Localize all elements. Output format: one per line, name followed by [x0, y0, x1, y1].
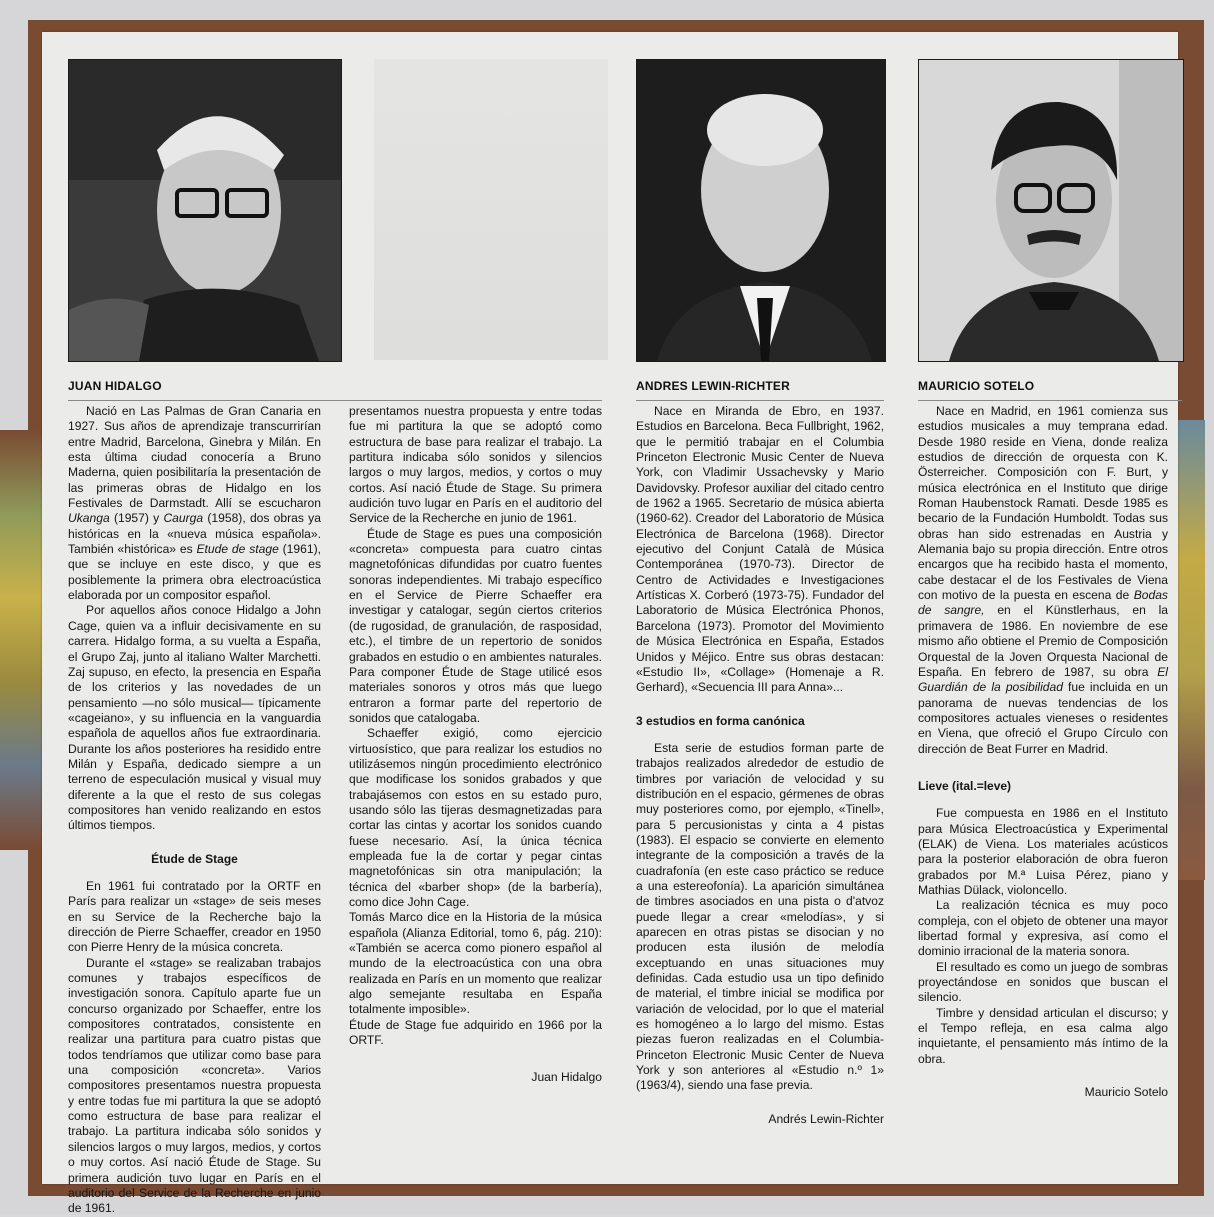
signature-hidalgo: Juan Hidalgo	[531, 1070, 602, 1085]
header-rule-right	[918, 400, 1182, 401]
cover-art-edge-left	[0, 430, 42, 850]
hidalgo-notes-paragraph: Tomás Marco dice en la Historia de la música española (Alianza Editorial, tomo 6, pág. 210): «También se acerca como pionero español al mundo de la electroacústica con una obra realizada en París en un momento que realizar algo semejante resultaba en España totalmente imposible».	[349, 910, 602, 1017]
sotelo-notes-paragraph: El resultado es como un juego de sombras proyectándose en sonidos que buscan el silencio.	[918, 959, 1168, 1005]
hidalgo-notes-paragraph-cont: presentamos nuestra propuesta y entre todas fue mi partitura la que se adoptó como estructura de base para realizar el trabajo. La partitura indicaba sólo sonidos y silencios largos o muy largos, medios, y cortos o muy cortos. Así nació Étude de Stage. Su primera audición tuvo lugar en París en el auditorio del Service de la Recherche en junio de 1961.	[349, 404, 602, 526]
composer-name-lewin-richter: ANDRES LEWIN-RICHTER	[636, 379, 790, 393]
header-rule-mid	[636, 400, 884, 401]
sotelo-notes-paragraph: La realización técnica es muy poco compleja, con el objeto de obtener una mayor libertad formal y expresiva, así como el dominio irracional de la materia sonora.	[918, 898, 1168, 959]
text-column-4	[918, 404, 1168, 1100]
hidalgo-notes-paragraph: En 1961 fui contratado por la ORTF en París para realizar un «stage» de seis meses en su Service de la Recherche bajo la dirección de Pierre Schaeffer, creador en 1950 con Pierre Henry de la música concreta.	[68, 878, 321, 955]
text-column-3	[636, 404, 884, 1127]
lewin-bio-paragraph: Nace en Miranda de Ebro, en 1937. Estudios en Barcelona. Beca Fullbright, 1962, que le permitió trabajar en el Columbia Princeton Electronic Music Center de Nueva York, con Vladimir Ussachevsky y Mario Davidovsky. Profesor auxiliar del citado centro de 1962 a 1965. Secretario de música abierta (1960-62). Creador del Laboratorio de Música Electrónica de Barcelona (1968). Director ejecutivo del Conjunt Català de Música Contemporánea (1970-73). Director de Centro de Actividades e Investigaciones Artísticas X. Corberó (1973-75). Fundador del Laboratorio de Música Electrónica Phonos, Barcelona (1973). Promotor del Movimiento de Música Electrónica en España, Estados Unidos y Méjico. Entre sus obras destacan: «Estudio II», «Collage» (Homenaje a R. Gerhard), «Secuencia III para Anna»...	[636, 404, 884, 695]
text-column-2	[349, 404, 602, 1086]
portrait-photo-lewin-richter	[636, 59, 886, 362]
header-rule-left	[68, 400, 602, 401]
sotelo-bio-paragraph: Nace en Madrid, en 1961 comienza sus estudios musicales a muy temprana edad. Desde 1980 reside en Viena, donde realiza estudios de dirección de orquesta con K. Österreicher. Composición con F. Burt, y música electrónica en el Instituto que dirige Roman Haubenstock Ramati. Desde 1985 es becario de la Fundación Humboldt. Todas sus obras han sido estrenadas en Austria y Alemania bajo su propia dirección. Entre otros encargos que ha recibido hasta el momento, cabe destacar el de los Festivales de Viena con motivo de la puesta en escena de Bodas de sangre, en el Künstlerhaus, en la primavera de 1986. En noviembre de ese mismo año obtiene el Premio de Composición Orquestal de la Joven Orquesta Nacional de España. En febrero de 1987, su obra El Guardián de la posibilidad fue incluida en un panorama de nuevas tendencias de los compositores actuales vieneses o residentes en Viena, que ofreció el Grupo Círculo con dirección de Beat Furrer en Madrid.	[918, 404, 1168, 756]
hidalgo-bio-paragraph: Por aquellos años conoce Hidalgo a John Cage, quien va a influir decisivamente en su carrera. Hidalgo forma, a su vuelta a España, el Grupo Zaj, junto al italiano Walter Marchetti. Zaj supuso, en efecto, la presencia en España de los criterios y las novedades de un pensamiento —no sólo musical— típicamente «cageiano», y su influencia en la vanguardia española de aquellos años fue extraordinaria. Durante los años posteriores ha residido entre Milán y España, dedicado siempre a un terreno de especulación musical y visual muy diferente a la que el resto de sus colegas compositores han venido realizando en estos últimos tiempos.	[68, 603, 321, 833]
liner-notes-page	[42, 32, 1178, 1216]
portrait-photo-sotelo	[918, 59, 1184, 362]
composer-name-sotelo: MAURICIO SOTELO	[918, 379, 1035, 393]
text-column-1	[68, 404, 321, 1216]
show-through-faint-photo	[374, 59, 608, 360]
composer-name-hidalgo: JUAN HIDALGO	[68, 379, 162, 393]
work-title-estudios: 3 estudios en forma canónica	[636, 713, 805, 728]
work-title-etude: Étude de Stage	[151, 851, 238, 866]
sotelo-notes-paragraph: Fue compuesta en 1986 en el Instituto para Música Electroacústica y Experimental (ELAK) de Viena. Los materiales acústicos para la posterior elaboración de obra fueron grabados por M.ª Luisa Pérez, piano y Mathias Dülack, violoncello.	[918, 806, 1168, 897]
hidalgo-notes-paragraph: Étude de Stage es pues una composición «concreta» compuesta para cuatro cintas magnetofónicas difundidas por cuatro fuentes sonoras independientes. Mi trabajo específico en el Service de Pierre Schaeffer era investigar y catalogar, según ciertos criterios (de rugosidad, de granulación, de rasposidad, etc.), el timbre de un repertorio de sonidos grabados en estudio o en ambientes naturales. Para componer Étude de Stage utilicé esos materiales sonoros y otros más que luego entraron a formar parte del repertorio de sonidos que catalogaba.	[349, 526, 602, 725]
portrait-photo-hidalgo	[68, 59, 342, 362]
hidalgo-notes-paragraph: Étude de Stage fue adquirido en 1966 por la ORTF.	[349, 1017, 602, 1048]
hidalgo-bio-paragraph: Nació en Las Palmas de Gran Canaria en 1927. Sus años de aprendizaje transcurrirían entre Madrid, Barcelona, Ginebra y Milán. En esta última ciudad conocería a Bruno Maderna, quien posibilitaría la presentación de las primeras obras de Hidalgo en los Festivales de Darmstadt. Allí se escucharon Ukanga (1957) y Caurga (1958), dos obras ya históricas en la «nueva música española». También «histórica» es Etude de stage (1961), que se incluye en este disco, y que es posiblemente la primera obra electroacústica elaborada por un compositor español.	[68, 404, 321, 603]
signature-sotelo: Mauricio Sotelo	[1084, 1085, 1168, 1100]
work-title-lieve: Lieve (ital.=leve)	[918, 778, 1012, 793]
lewin-notes-paragraph: Esta serie de estudios forman parte de trabajos realizados alrededor de estudio de timbres por variación de velocidad y su distribución en el espacio, gérmenes de obras muy posteriores como, por ejemplo, «Tinell», para 5 percusionistas y cinta a 4 pistas (1983). El espacio se convierte en elemento integrante de la composición a través de la cuadrafonía (en este caso práctico se reduce a una estereofonía). La aparición simultánea de timbres asociados en una pista o d'atvoz puede llegar a crear «melodías», y si aparecen en otras pistas se disocian y no producen esta ilusión de melodía exceptuando en unas situaciones muy definidas. Cada estudio usa un tipo definido de material, el timbre inicial se modifica por variación de velocidad, por lo que el material es homogéneo a lo largo del mismo. Estas piezas fueron realizadas en el Columbia-Princeton Electronic Music Center de Nueva York y son anteriores al «Estudio n.º 1» (1963/4), siendo una fase previa.	[636, 740, 884, 1093]
hidalgo-notes-paragraph: Durante el «stage» se realizaban trabajos comunes y trabajos específicos de investigación sonora. Capítulo aparte fue un concurso organizado por Schaeffer, entre los compositores contratados, consistente en realizar una partitura para cuatro pistas que todos tendríamos que utilizar como base para una composición «concreta». Varios compositores presentamos nuestra propuesta y entre todas fue mi partitura la que se adoptó como estructura de base para realizar el trabajo. La partitura indicaba sólo sonidos y silencios largos o muy largos, medios, y cortos o muy cortos. Así nació Étude de Stage. Su primera audición tuvo lugar en París en el auditorio del Service de la Recherche en junio de 1961.	[68, 955, 321, 1216]
signature-lewin-richter: Andrés Lewin-Richter	[768, 1111, 884, 1126]
hidalgo-notes-paragraph: Schaeffer exigió, como ejercicio virtuosístico, que para realizar los estudios no utilizásemos ningún procedimiento electrónico que modificase los sonidos grabados y que trabajásemos con estos en su estado puro, usando sólo las tijeras desmagnetizadas para cortar las cintas y acortar los sonidos cuando fuese necesario. Así, la única técnica empleada fue la de cortar y pegar cintas magnetofónicas sin otra manipulación; la técnica del «barber shop» (de la barbería), como dice John Cage.	[349, 726, 602, 909]
cover-art-edge-right	[1175, 420, 1205, 880]
sotelo-notes-paragraph: Timbre y densidad articulan el discurso; y el Tempo refleja, en esa calma algo inquietante, el pensamiento más íntimo de la obra.	[918, 1005, 1168, 1066]
